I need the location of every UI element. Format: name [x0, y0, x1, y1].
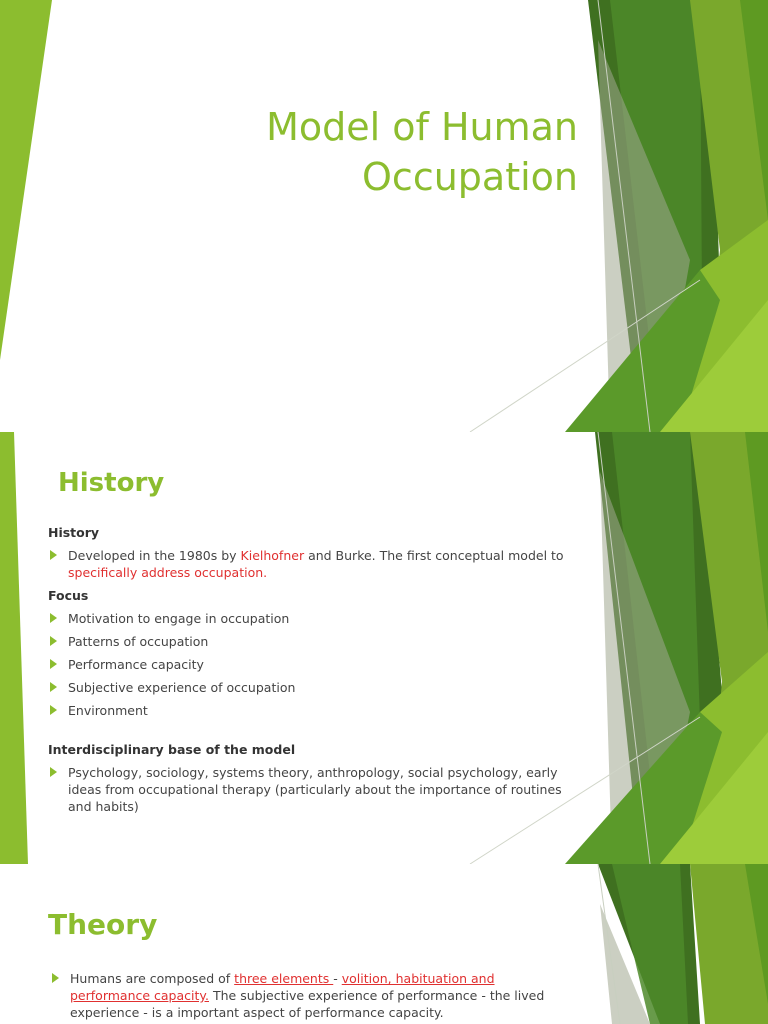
focus-item: [48, 610, 588, 627]
highlight-text: volition, habituation and performance capacity.: [70, 971, 495, 1003]
bullet-text: -: [333, 971, 342, 986]
bullet-triangle-icon: [50, 682, 57, 692]
bullet-triangle-icon: [50, 613, 57, 623]
theory-slide: [0, 864, 768, 1024]
bullet-triangle-icon: [50, 705, 57, 715]
focus-item: [48, 656, 588, 673]
bullet-text: Psychology, sociology, systems theory, anthropology, social psychology, early ideas from occupational therapy (particularly about the importance of routines and habits): [68, 765, 562, 814]
focus-item: [48, 679, 588, 696]
focus-list: [48, 610, 588, 719]
slide-body: [48, 522, 588, 821]
bullet-triangle-icon: [50, 767, 57, 777]
history-slide: [0, 432, 768, 864]
highlight-text: Kielhofner: [240, 548, 305, 563]
bullet-item: [48, 764, 588, 815]
bullet-text: The subjective experience of performance - the lived experience - is a important aspect of performance capacity.: [70, 988, 545, 1020]
focus-item: [48, 633, 588, 650]
bullet-text: Developed in the 1980s by: [68, 548, 241, 563]
slide-decoration: [0, 0, 768, 432]
section-heading-focus: Focus: [48, 588, 89, 603]
bullet-triangle-icon: [50, 636, 57, 646]
bullet-item: [50, 970, 570, 1021]
highlight-text: specifically address occupation.: [68, 565, 268, 580]
bullet-triangle-icon: [52, 973, 59, 983]
bullet-triangle-icon: [50, 550, 57, 560]
focus-item-text: Environment: [68, 703, 148, 718]
bullet-triangle-icon: [50, 659, 57, 669]
bullet-text: Humans are composed of: [70, 971, 235, 986]
section-heading-history: History: [48, 525, 100, 540]
presentation-title: [158, 102, 578, 202]
slide-title: History: [58, 468, 165, 498]
section-heading-base: Interdisciplinary base of the model: [48, 742, 296, 757]
focus-item-text: Patterns of occupation: [68, 634, 209, 649]
highlight-text: three elements: [234, 971, 334, 986]
title-slide: [0, 0, 768, 432]
focus-item: [48, 702, 588, 719]
focus-item-text: Subjective experience of occupation: [68, 680, 296, 695]
focus-item-text: Performance capacity: [68, 657, 204, 672]
title-line-1: Model of Human: [266, 105, 578, 149]
focus-item-text: Motivation to engage in occupation: [68, 611, 290, 626]
slide-title: Theory: [48, 908, 158, 941]
bullet-item: [48, 547, 588, 581]
bullet-text: and Burke. The first conceptual model to: [304, 548, 564, 563]
title-line-2: Occupation: [362, 155, 578, 199]
slide-body: [50, 970, 570, 1024]
